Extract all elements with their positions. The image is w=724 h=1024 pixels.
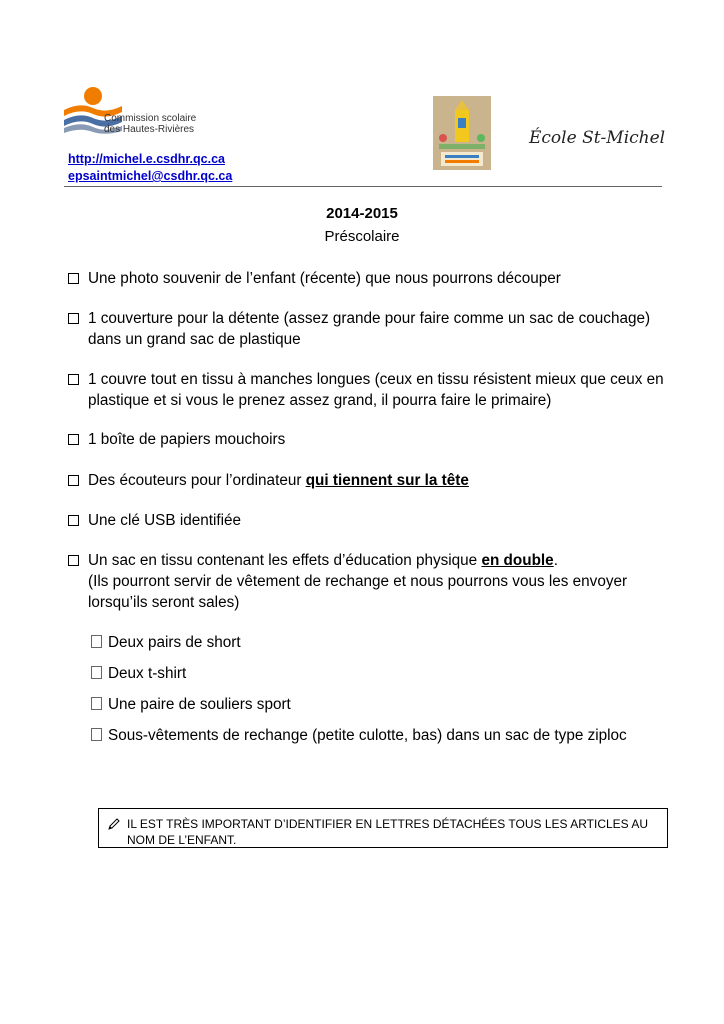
checkbox-icon [68, 374, 79, 385]
empty-box-icon [91, 635, 102, 648]
empty-box-icon [91, 697, 102, 710]
checklist-item: Des écouteurs pour l’ordinateur qui tiennent sur la tête [68, 470, 668, 491]
pencil-icon [107, 817, 121, 831]
checkbox-icon [68, 515, 79, 526]
item-note: (Ils pourront servir de vêtement de rechange et nous pourrons vous les envoyer lorsqu’ils seront sales) [88, 573, 628, 611]
checklist-item: 1 couverture pour la détente (assez grande pour faire comme un sac de couchage) dans un grand sac de plastique [68, 308, 668, 350]
sub-item: Une paire de souliers sport [91, 694, 291, 715]
checklist-item: 1 couvre tout en tissu à manches longues (ceux en tissu résistent mieux que ceux en plastique et si vous le prenez assez grand, il pourra faire le primaire) [68, 369, 668, 411]
sub-item: Sous-vêtements de rechange (petite culotte, bas) dans un sac de type ziploc [91, 725, 627, 746]
checkbox-icon [68, 273, 79, 284]
grade-level: Préscolaire [324, 228, 400, 245]
emphasis-text: qui tiennent sur la tête [305, 472, 469, 489]
checklist-item: 1 boîte de papiers mouchoirs [68, 429, 668, 450]
empty-box-icon [91, 728, 102, 741]
checkbox-icon [68, 313, 79, 324]
sub-item: Deux pairs de short [91, 632, 241, 653]
emphasis-text: en double [481, 552, 554, 569]
checklist-item: Une clé USB identifiée [68, 510, 668, 531]
school-logo [433, 96, 491, 170]
school-name: École St-Michel [529, 128, 666, 148]
commission-scolaire-name: Commission scolaire des Hautes-Rivières [104, 113, 197, 135]
empty-box-icon [91, 666, 102, 679]
website-link[interactable]: http://michel.e.csdhr.qc.ca [68, 152, 225, 166]
important-notice-box [98, 808, 668, 848]
sub-item: Deux t-shirt [91, 663, 186, 684]
contact-links [68, 151, 232, 185]
checklist-item: Un sac en tissu contenant les effets d’éducation physique en double. (Ils pourront servir de vêtement de rechange et nous pourrons vous les envoyer lorsqu’ils seront sales) [68, 550, 668, 613]
checklist-item: Une photo souvenir de l’enfant (récente) que nous pourrons découper [68, 268, 668, 289]
checkbox-icon [68, 555, 79, 566]
notice-text: IL EST TRÈS IMPORTANT D’IDENTIFIER EN LETTRES DÉTACHÉES TOUS LES ARTICLES AU NOM DE L’ENFANT. [127, 817, 649, 847]
checkbox-icon [68, 434, 79, 445]
header-divider [64, 186, 662, 187]
checkbox-icon [68, 475, 79, 486]
email-link[interactable]: epsaintmichel@csdhr.qc.ca [68, 169, 233, 183]
school-year: 2014-2015 [326, 205, 398, 222]
